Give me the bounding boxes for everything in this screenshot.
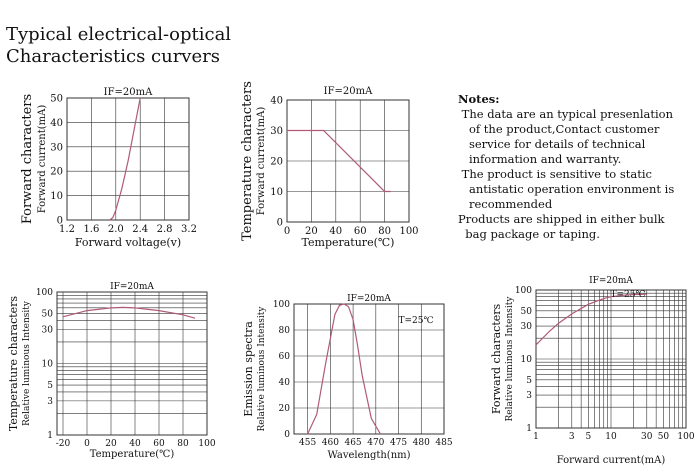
y-tick-label: 50 [50,93,63,105]
y-tick-label: 3 [526,391,532,402]
y-tick-label: 40 [270,95,283,107]
notes-line: antistatic operation environment is [458,182,675,196]
data-series-line [63,307,195,318]
x-tick-label: 455 [299,438,317,448]
y-tick-label: 10 [50,191,63,203]
chart-annotation: T=25℃ [610,290,646,300]
x-tick-label: 60 [153,439,165,449]
x-tick-label: 2.4 [132,224,149,235]
notes-list [458,107,674,242]
x-tick-label: 80 [378,226,391,237]
y-tick-label: 40 [50,117,63,129]
notes-line: Products are shipped in either bulk [458,212,665,226]
notes-line: The product is sensitive to static [458,167,652,181]
y-tick-label: 50 [41,309,53,320]
emission-spectra-chart [242,290,457,462]
x-tick-label: 80 [177,439,189,449]
temperature-current-chart [240,81,425,253]
x-tick-label: 100 [399,226,419,237]
x-tick-label: 1.6 [83,224,100,235]
x-tick-label: 40 [329,226,343,237]
y-tick-label: 20 [270,156,283,168]
temperature-luminous-chart [5,282,220,462]
page-title-line-2: Characteristics curvers [6,46,220,67]
x-tick-label: 0 [84,439,90,449]
x-tick-label: 465 [344,438,362,448]
data-series-line [536,294,647,345]
y-tick-label: 100 [35,288,53,299]
y-tick-label: 0 [56,215,63,227]
y-tick-label: 100 [514,286,532,297]
y-axis-label-main: Temperature characters [7,295,20,432]
x-axis-label: Wavelength(nm) [327,450,411,461]
x-tick-label: -20 [55,439,71,449]
x-axis-label: Temperature(℃) [301,236,395,249]
chart-title: IF=20mA [110,282,154,292]
y-tick-label: 50 [520,306,532,317]
x-tick-label: 5 [585,432,592,442]
x-axis-label: Temperature(℃) [89,449,175,460]
chart-title: IF=20mA [103,87,153,98]
data-series-line [308,304,381,434]
x-tick-label: 475 [389,438,408,448]
x-tick-label: 40 [129,439,141,449]
y-tick-label: 0 [284,430,290,441]
page-title-line-1: Typical electrical-optical [6,24,232,45]
y-tick-label: 20 [50,166,63,178]
x-tick-label: 0 [283,226,291,237]
x-tick-label: 3.2 [181,224,197,235]
x-axis-label: Forward current(mA) [556,455,666,466]
x-tick-label: 2.0 [107,224,124,235]
notes-line: information and warranty. [458,152,622,166]
y-axis-label-sub: Relative luminous Intensity [505,296,515,422]
y-tick-label: 1 [526,424,532,435]
y-tick-label: 5 [47,381,53,392]
x-tick-label: 1 [533,432,539,442]
x-tick-label: 2.8 [156,224,173,235]
x-tick-label: 50 [657,432,670,442]
y-tick-label: 100 [272,300,290,311]
x-tick-label: 485 [435,438,453,448]
notes-line: bag package or taping. [458,227,600,241]
x-tick-label: 10 [605,432,617,442]
x-axis-label: Forward voltage(v) [74,236,182,249]
y-tick-label: 3 [47,397,53,408]
y-tick-label: 5 [526,375,532,386]
notes-heading: Notes: [458,92,500,106]
y-axis-label-sub: Relative luminous Intensity [257,306,267,432]
x-tick-label: 20 [105,439,117,449]
forward-current-luminous-chart [488,272,693,467]
y-axis-label-main: Emission spectra [242,321,255,417]
y-tick-label: 10 [270,187,283,198]
y-tick-label: 10 [41,359,53,370]
notes-line: service for details of technical [458,137,646,151]
y-axis-label-main: Temperature characters [240,81,255,241]
data-series-line [110,98,141,220]
page-title [6,24,231,68]
chart-title: IF=20mA [347,294,391,304]
y-axis-label-sub: Forward current(mA) [256,106,267,216]
y-tick-label: 60 [278,352,290,363]
y-tick-label: 30 [41,325,53,336]
x-tick-label: 3 [568,432,575,442]
notes-line: of the product,Contact customer [458,122,660,136]
y-axis-label-sub: Forward current(mA) [37,104,48,214]
y-tick-label: 1 [47,431,53,442]
y-tick-label: 30 [50,142,63,154]
x-tick-label: 1.2 [59,224,75,235]
x-tick-label: 30 [641,432,653,442]
chart-title: IF=20mA [589,276,633,286]
x-tick-label: 100 [198,439,216,449]
y-tick-label: 80 [278,326,290,337]
x-tick-label: 480 [412,438,430,448]
x-tick-label: 100 [677,432,695,442]
x-tick-label: 460 [321,438,339,448]
y-tick-label: 30 [520,322,532,333]
y-axis-label-sub: Relative luminous Intensity [22,301,32,426]
y-tick-label: 40 [278,378,290,389]
chart-title: IF=20mA [323,86,373,97]
y-axis-label-main: Forward characters [490,303,503,415]
y-tick-label: 0 [276,217,283,229]
x-tick-label: 60 [353,226,367,237]
notes-line: The data are an typical presenlation [458,107,674,121]
y-tick-label: 20 [278,404,290,415]
x-tick-label: 20 [305,226,318,237]
y-tick-label: 10 [520,355,532,366]
x-tick-label: 470 [367,438,385,448]
chart-annotation: T=25℃ [398,316,434,326]
forward-voltage-chart [20,88,210,253]
y-axis-label-main: Forward characters [20,93,35,225]
notes-line: recommended [458,197,553,211]
y-tick-label: 30 [270,126,283,137]
notes-panel [458,92,674,242]
